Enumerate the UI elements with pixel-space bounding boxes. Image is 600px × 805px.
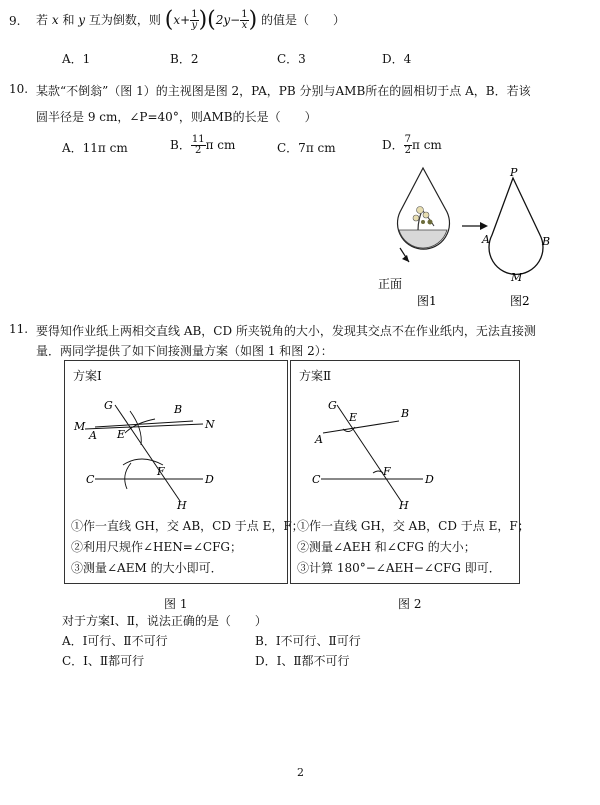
q11-option-c: C．Ⅰ、Ⅱ都可行 [62,654,145,668]
plan1-label-d: D [205,473,214,486]
plan2-label-g: G [328,399,337,412]
q9-option-c: C．3 [277,52,306,66]
q10-option-b-label: B． [170,138,191,152]
q10-option-a: A．11π cm [62,141,128,155]
q9-stem-a: 若 [36,13,49,27]
plan1-step-1: ①作一直线 GH，交 AB，CD 于点 E，F； [71,519,304,533]
q10-figure2 [481,166,550,308]
plan1-box [64,360,304,584]
q9-fraction-2-den: x [241,20,248,31]
q9-expr-plus: + [180,13,191,27]
plan2-label-b: B [401,407,410,420]
plan1-diagram [65,383,287,513]
plan1-title: 方案Ⅰ [73,369,102,383]
q10-fig2-label-m: M [511,271,523,284]
q9-expr-minus: − [230,13,241,27]
q9-var-y: y [78,13,86,27]
plan2-label-e: E [349,411,358,424]
q9-fraction-2-num: 1 [241,9,248,20]
q9-stem-b: 和 [62,13,75,27]
plan1-step-2: ②利用尺规作∠HEN=∠CFG； [71,540,242,554]
q9-paren-open-2: ( [207,7,216,33]
q9-stem-c: 互为倒数，则 [88,13,161,27]
q9-option-d: D．4 [382,52,412,66]
q9-paren-close-1: ) [198,7,208,33]
q10-option-d [382,130,442,160]
plan1-label-h: H [177,499,187,512]
plan1-label-b: B [174,403,183,416]
plan2-label-a: A [315,433,323,446]
q10-number: 10. [9,82,29,96]
q9-fraction-2 [240,10,248,31]
plan2-label-c: C [312,473,321,486]
q10-figures [360,160,580,310]
q10-fig1-label: 图1 [417,294,437,308]
q10-line2: 圆半径是 9 cm，∠P=40°，则AMB的长是（ ） [36,110,317,124]
plan2-label-h: H [399,499,409,512]
q9-paren-open-1: ( [164,7,174,33]
q10-fig2-label: 图2 [510,294,530,308]
q10-option-b-den: 2 [195,145,202,156]
plan2-step-3: ③计算 180°−∠AEH−∠CFG 即可． [297,561,501,575]
plan2-label-d: D [425,473,434,486]
q10-option-d-fraction [404,135,412,156]
q9-option-a: A．1 [62,52,91,66]
q9-fraction-1-num: 1 [191,9,198,20]
plan2-box [290,360,530,584]
q10-option-b-fraction [191,135,206,156]
plan1-step-3: ③测量∠AEM 的大小即可． [71,561,223,575]
q10-line1: 某款“不倒翁”（图 1）的主视图是图 2，PA，PB 分别与AMB所在的圆相切于点 A，B．若该 [36,84,531,98]
plan2-title: 方案Ⅱ [299,369,332,383]
q10-fig2-label-b: B [542,235,551,248]
plan1-label-c: C [86,473,95,486]
q9-stem-d: 的值是（ ） [261,13,346,27]
plan1-label-n: N [205,418,215,431]
q10-option-b-unit: π cm [205,138,236,152]
q10-transition-arrowhead [480,222,488,230]
q10-option-b [170,130,235,160]
plan1-line-gh [115,403,183,501]
q9-number: 9. [9,14,21,28]
plan1-label-g: G [104,399,113,412]
plan2-line-ab [323,421,399,433]
plan1-label-f: F [157,465,165,478]
plan1-label-m: M [74,420,86,433]
q11-line2: 量．两同学提供了如下间接测量方案（如图 1 和图 2）： [36,344,333,358]
plan2-angle-arc-f [373,471,383,473]
plan1-arc-3 [125,463,131,489]
q11-option-d: D．Ⅰ、Ⅱ都不可行 [255,654,350,668]
q11-fig2-caption: 图 2 [398,597,422,611]
q10-option-c: C．7π cm [277,141,336,155]
q10-option-b-num: 11 [191,134,205,145]
q10-option-d-unit: π cm [412,138,442,152]
q9-fraction-1-den: y [191,20,198,31]
plan2-label-f: F [383,465,391,478]
q9-var-x: x [51,13,59,27]
plan2-step-1: ①作一直线 GH，交 AB，CD 于点 E，F； [297,519,530,533]
q9-paren-close-2: ) [248,7,258,33]
q9-option-b: B．2 [170,52,199,66]
plan2-diagram [291,383,519,513]
q10-fig2-label-a: A [482,233,490,246]
q9-stem [36,6,345,34]
q10-fig2-outline [489,178,543,274]
page-number: 2 [297,766,304,779]
q10-fig1-base [399,230,447,248]
q10-option-d-label: D． [382,138,404,152]
q9-expr-x: x [173,13,181,27]
q11-number: 11. [9,322,29,336]
q10-figure1 [378,168,450,308]
q9-expr-2y: 2y [215,13,231,27]
plan1-label-e: E [117,428,126,441]
q11-question: 对于方案Ⅰ、Ⅱ，说法正确的是（ ） [62,614,267,628]
q11-option-a: A．Ⅰ可行、Ⅱ不可行 [62,634,168,648]
q10-option-d-den: 2 [404,145,411,156]
q9-fraction-1 [190,10,198,31]
plan2-line-gh [337,405,401,501]
plan1-label-a: A [89,429,97,442]
q11-line1: 要得知作业纸上两相交直线 AB，CD 所夹锐角的大小，发现其交点不在作业纸内，无法直接测 [36,324,536,338]
q10-fig2-label-p: P [510,166,518,179]
q10-option-d-num: 7 [404,134,411,145]
plan2-step-2: ②测量∠AEH 和∠CFG 的大小； [297,540,476,554]
q11-option-b: B．Ⅰ不可行、Ⅱ可行 [255,634,361,648]
q10-fig1-front-label: 正面 [378,277,403,291]
q11-fig1-caption: 图 1 [164,597,188,611]
